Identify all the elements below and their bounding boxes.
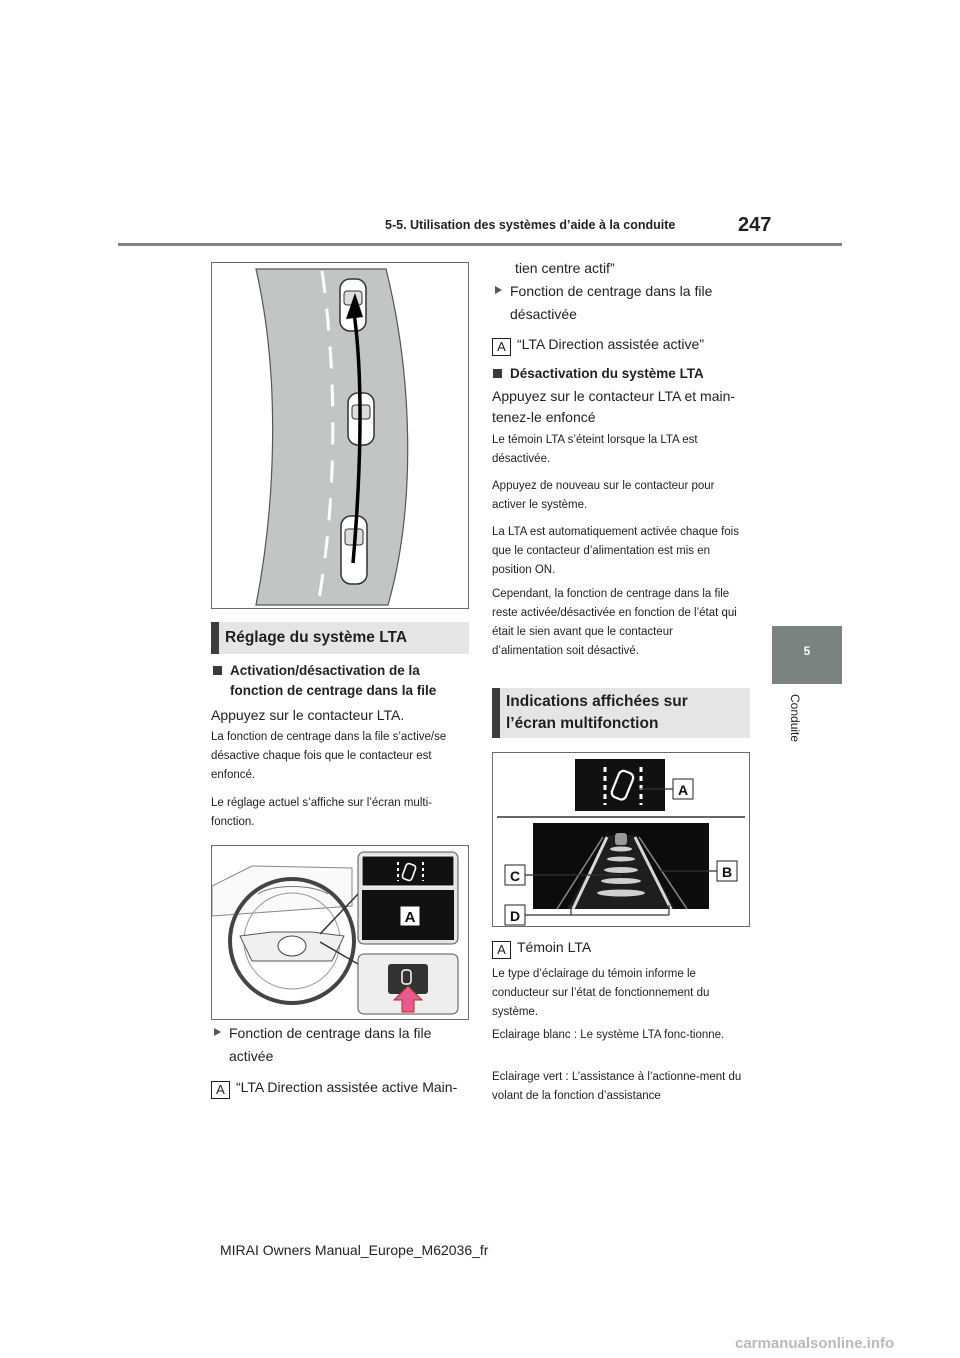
callout-a-description-1 <box>211 1077 471 1099</box>
callout-a-text-1: “LTA Direction assistée active Main- <box>236 1079 458 1095</box>
bullet-centering-deactivated: Fonction de centrage dans la file désactivée <box>492 280 750 326</box>
steering-switch-illustration <box>211 845 469 1020</box>
lane-centering-illustration <box>211 262 469 609</box>
watermark: carmanualsonline.info <box>735 1335 895 1352</box>
header-rule <box>118 243 842 246</box>
steering-diagram <box>212 846 468 1019</box>
paragraph-white-light: Eclairage blanc : Le système LTA fonc-tionne. <box>492 1029 725 1041</box>
section-heading-lta-settings <box>211 622 469 654</box>
callout-a-label: A <box>677 782 689 798</box>
sub-heading-deactivation: Désactivation du système LTA <box>492 364 760 384</box>
paragraph-indicator-type: Le type d’éclairage du témoin informe le conducteur sur l’état de fonctionnement du système. <box>492 968 710 1018</box>
instruction-press-switch: Appuyez sur le contacteur LTA. <box>211 707 405 723</box>
callout-b-label: B <box>721 864 733 880</box>
paragraph-auto-activation: La LTA est automatiquement activée chaque fois que le contacteur d’alimentation est mis en position ON. <box>492 526 739 576</box>
multifunction-display-illustration <box>492 752 750 927</box>
instruction-hold-switch: Appuyez sur le contacteur LTA et main-tenez-le enfoncé <box>492 388 736 425</box>
sub-heading-centering-toggle: Activation/désactivation de la fonction de centrage dans la file <box>212 661 475 701</box>
paragraph-state-memory: Cependant, la fonction de centrage dans la file reste activée/désactivée en fonction de l’état qui était le sien avant que le contacteur d’alimentation soit désactivé. <box>492 588 737 657</box>
callout-tag-a: A <box>211 1081 230 1099</box>
chapter-number: 5 <box>803 644 811 658</box>
chapter-tab <box>772 626 842 684</box>
callout-a-description-3 <box>492 937 747 959</box>
callout-a-text-3: Témoin LTA <box>517 939 592 955</box>
paragraph-display-info: Le réglage actuel s’affiche sur l’écran multi-fonction. <box>211 797 432 828</box>
footer-manual-name: MIRAI Owners Manual_Europe_M62036_fr <box>220 1242 489 1258</box>
section-heading-display-indications <box>492 688 750 738</box>
section-title: 5-5. Utilisation des systèmes d’aide à la conduite <box>385 218 676 232</box>
paragraph-press-again: Appuyez de nouveau sur le contacteur pour activer le système. <box>492 480 715 511</box>
callout-tag-a: A <box>492 338 511 356</box>
road-diagram <box>212 263 468 608</box>
continued-text: tien centre actif” <box>515 260 615 276</box>
callout-a-text-2: “LTA Direction assistée active” <box>517 336 704 352</box>
paragraph-toggle-info: La fonction de centrage dans la file s’active/se désactive chaque fois que le contacteur est enfoncé. <box>211 731 447 781</box>
bullet-centering-activated: Fonction de centrage dans la file activée <box>211 1022 469 1068</box>
display-diagram <box>493 753 749 926</box>
heading-text: Réglage du système LTA <box>225 629 408 646</box>
callout-a-label: A <box>404 909 416 926</box>
callout-d-label: D <box>509 908 521 924</box>
paragraph-lta-off: Le témoin LTA s’éteint lorsque la LTA est désactivée. <box>492 434 698 465</box>
callout-tag-a: A <box>492 941 511 959</box>
chapter-label: Conduite <box>788 694 802 743</box>
page-number: 247 <box>738 214 772 236</box>
callout-c-label: C <box>509 868 521 884</box>
heading-text: Indications affichées sur l’écran multifonction <box>506 693 688 732</box>
callout-a-description-2 <box>492 334 752 356</box>
paragraph-green-light: Eclairage vert : L’assistance à l’actionne-ment du volant de la fonction d’assistance <box>492 1071 742 1102</box>
